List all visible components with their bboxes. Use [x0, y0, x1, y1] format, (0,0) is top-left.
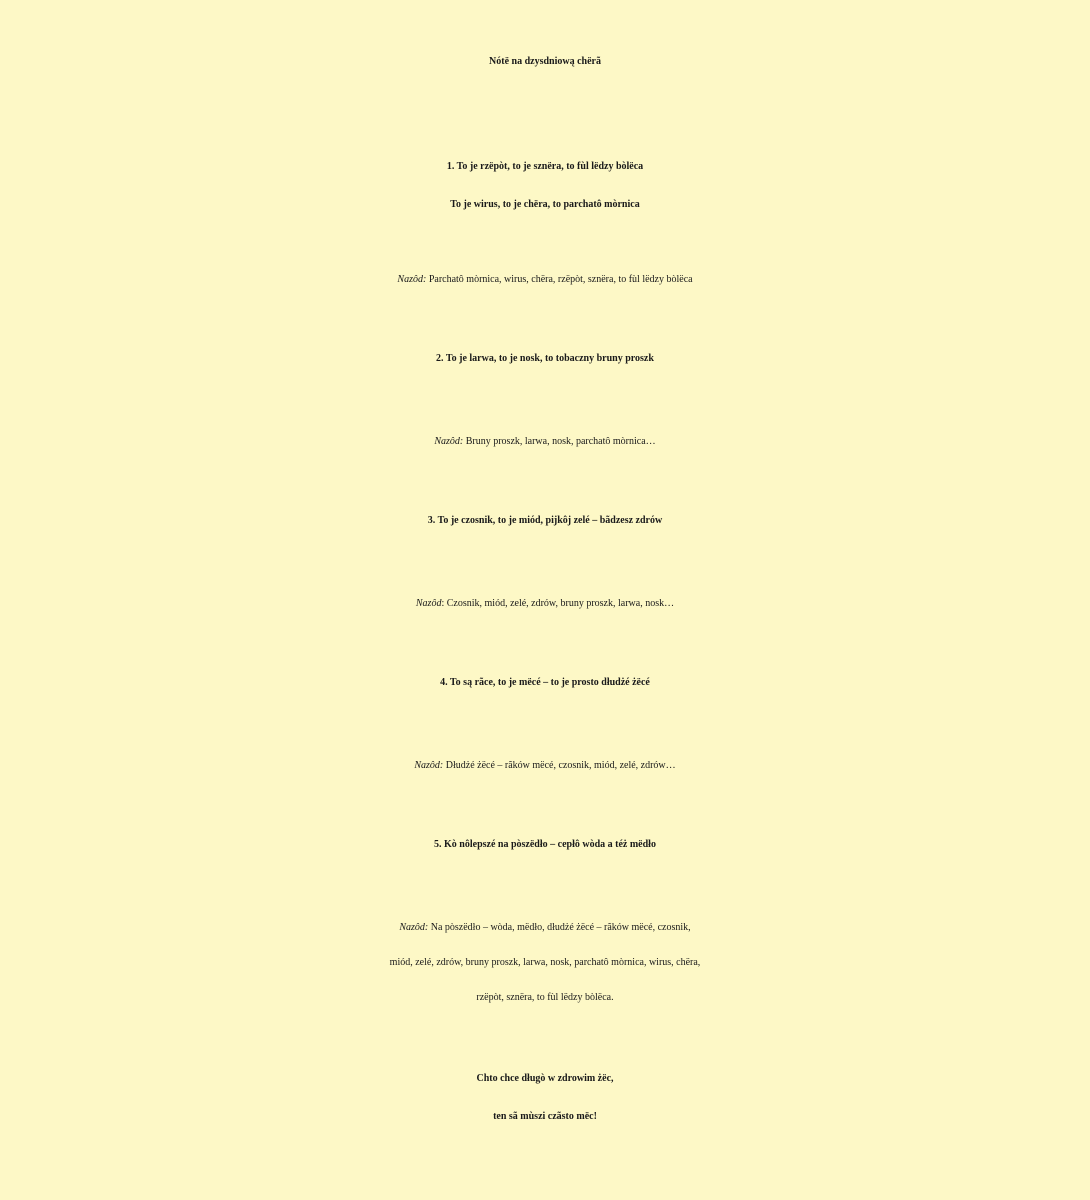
verse-3-line-1: 3. To je czosnik, to je miód, pijkôj zelé – bãdzesz zdrów [427, 515, 663, 526]
verse-2-line-1: 2. To je larwa, to je nosk, to tobaczny bruny proszk [436, 353, 654, 364]
verse-5-line-1: 5. Kò nôlepszé na pòszëdło – cepłô wòda a téż mëdło [434, 839, 656, 850]
chorus-5-line-2: miód, zelé, zdrów, bruny proszk, larwa, nosk, parchatô mòrnica, wirus, chëra, [389, 957, 701, 968]
verse-1-line-1: 1. To je rzëpòt, to je sznëra, to fùl lëdzy bòlëca [446, 161, 644, 172]
closing-line-2: ten sã mùszi czãsto mëc! [493, 1111, 597, 1122]
chorus-4-text: Dłudżé żëcé – rãków mëcé, czosnik, miód, zelé, zdrów… [443, 760, 676, 771]
chorus-5-label: Nazôd: [399, 922, 429, 933]
chorus-5-text: Na pòszëdło – wòda, mëdło, dłudżé żëcé – rãków mëcé, czosnik, [428, 922, 691, 933]
chorus-2-text: Bruny proszk, larwa, nosk, parchatô mòrnica… [463, 436, 656, 447]
chorus-5-line-1 [0, 910, 1090, 945]
chorus-3-text: : Czosnik, miód, zelé, zdrów, bruny proszk, larwa, nosk… [441, 598, 675, 609]
chorus-2-label: Nazôd: [434, 436, 464, 447]
song-title: Nótë na dzysdniową chërã [489, 56, 601, 67]
chorus-1-text: Parchatô mòrnica, wirus, chëra, rzëpòt, sznëra, to fùl lëdzy bòlëca [426, 274, 693, 285]
chorus-1-label: Nazôd: [397, 274, 427, 285]
chorus-1 [0, 262, 1090, 297]
verse-4-line-1: 4. To są rãce, to je mëcé – to je prosto dłudżé żëcé [440, 677, 650, 688]
verse-1-line-2: To je wirus, to je chëra, to parchatô mòrnica [450, 199, 640, 210]
chorus-2 [0, 424, 1090, 459]
chorus-3-label: Nazôd [415, 598, 442, 609]
chorus-3 [0, 586, 1090, 621]
chorus-4-label: Nazôd: [414, 760, 444, 771]
chorus-4 [0, 748, 1090, 783]
closing-line-1: Chto chce długò w zdrowim żëc, [476, 1073, 614, 1084]
chorus-5-line-3: rzëpòt, sznëra, to fùl lëdzy bòlëca. [476, 992, 614, 1003]
